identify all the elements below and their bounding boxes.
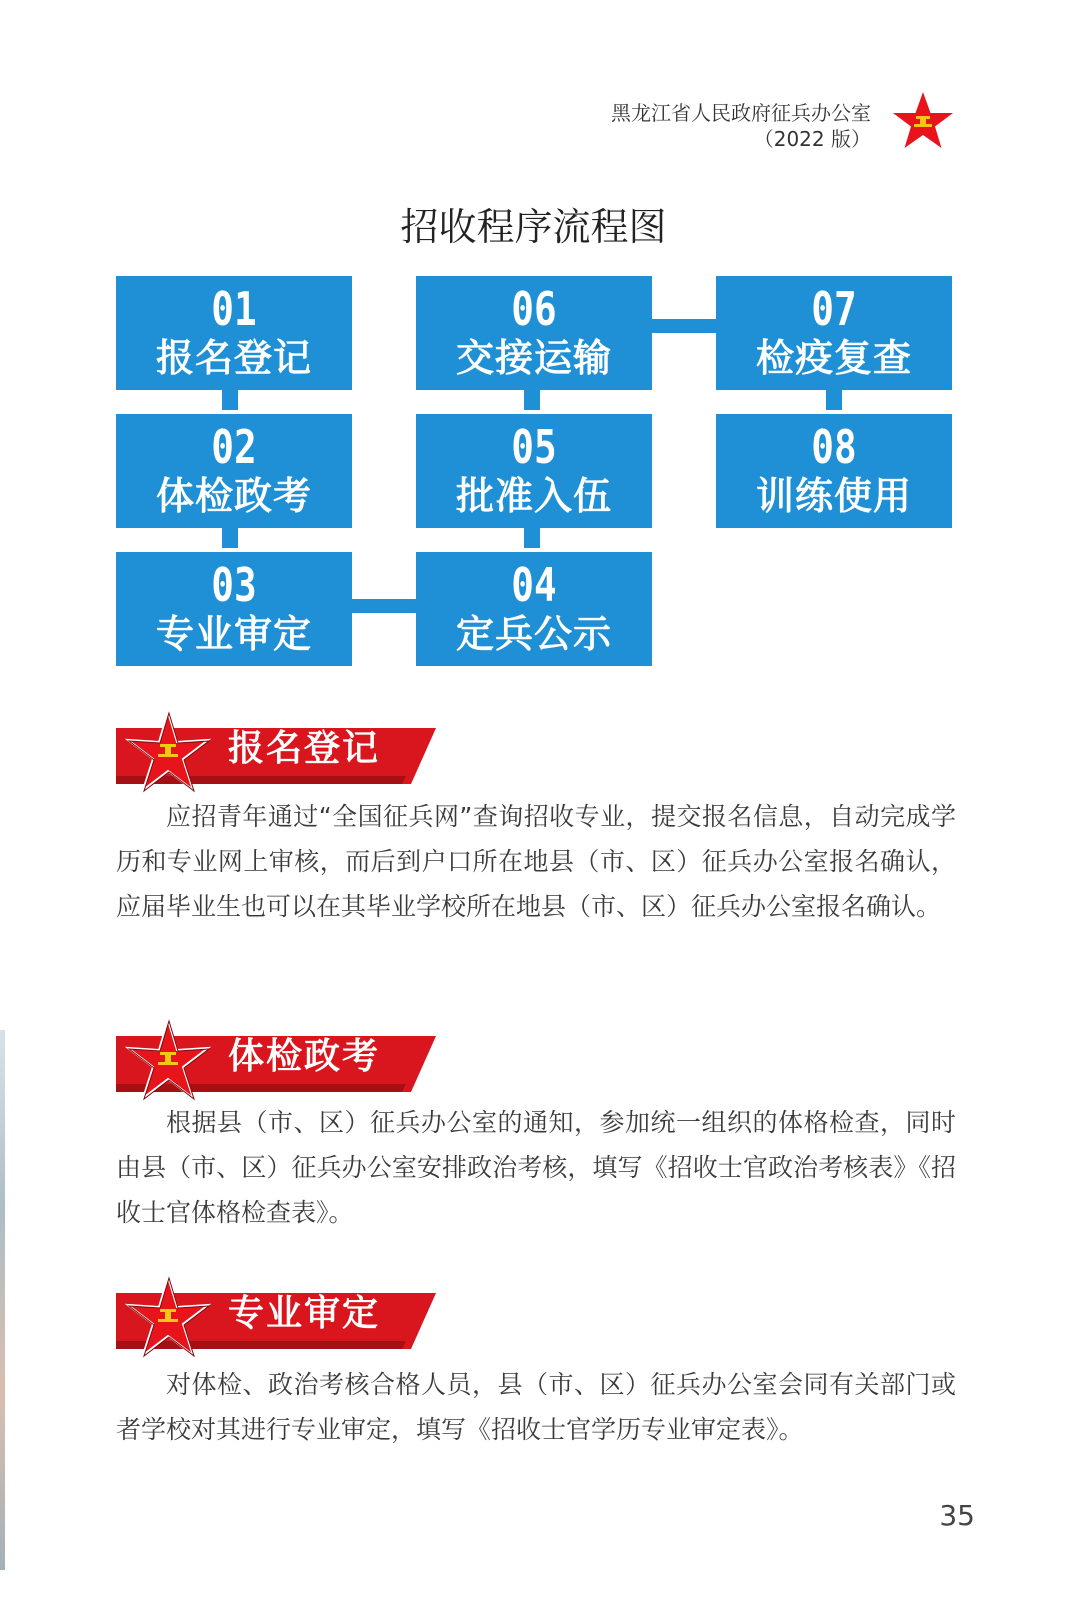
step-label: 专业审定 — [155, 612, 312, 656]
section-banner-specialty-review — [116, 1275, 446, 1363]
header-edition-year: （2022 版） — [753, 127, 871, 151]
step-number: 08 — [811, 420, 857, 474]
section-title: 报名登记 — [228, 727, 381, 769]
step-label: 交接运输 — [455, 336, 612, 380]
connector-03-04 — [352, 599, 416, 613]
flow-step-07 — [716, 276, 952, 390]
flow-step-05 — [416, 414, 652, 528]
header-organization: 黑龙江省人民政府征兵办公室 — [611, 101, 871, 125]
step-number: 03 — [211, 558, 257, 612]
step-label: 训练使用 — [755, 474, 912, 518]
step-label: 体检政考 — [155, 474, 312, 518]
section-body-specialty-review: 对体检、政治考核合格人员，县（市、区）征兵办公室会同有关部门或者学校对其进行专业审定，填写《招收士官学历专业审定表》。 — [116, 1370, 956, 1444]
section-banner-physical-political-exam — [116, 1018, 446, 1106]
step-label: 批准入伍 — [455, 474, 612, 518]
step-number: 01 — [211, 282, 257, 336]
flow-step-08 — [716, 414, 952, 528]
step-number: 04 — [511, 558, 557, 612]
flow-step-03 — [116, 552, 352, 666]
section-title: 专业审定 — [228, 1292, 381, 1334]
step-label: 定兵公示 — [455, 612, 612, 656]
section-body-registration: 应招青年通过“全国征兵网”查询招收专业，提交报名信息，自动完成学历和专业网上审核，而后到户口所在地县（市、区）征兵办公室报名确认，应届毕业生也可以在其毕业学校所在地县（市、区）征兵办公室报名确认。 — [116, 802, 956, 921]
section-title: 体检政考 — [228, 1035, 381, 1077]
flow-step-01 — [116, 276, 352, 390]
section-body-physical-political-exam: 根据县（市、区）征兵办公室的通知，参加统一组织的体格检查，同时由县（市、区）征兵办公室安排政治考核，填写《招收士官政治考核表》《招收士官体格检查表》。 — [116, 1108, 956, 1227]
step-number: 06 — [511, 282, 557, 336]
step-number: 02 — [211, 420, 257, 474]
step-number: 05 — [511, 420, 557, 474]
step-label: 检疫复查 — [755, 336, 912, 380]
flow-step-06 — [416, 276, 652, 390]
flow-step-02 — [116, 414, 352, 528]
page-number: 35 — [939, 1499, 975, 1532]
flow-step-04 — [416, 552, 652, 666]
step-number: 07 — [811, 282, 857, 336]
step-label: 报名登记 — [155, 336, 312, 380]
section-banner-registration — [116, 710, 446, 798]
flow-chart-title: 招收程序流程图 — [400, 205, 667, 249]
recruitment-flow-chart — [0, 0, 1067, 700]
page-edge-decoration — [0, 1030, 5, 1570]
connector-06-07 — [652, 319, 716, 333]
